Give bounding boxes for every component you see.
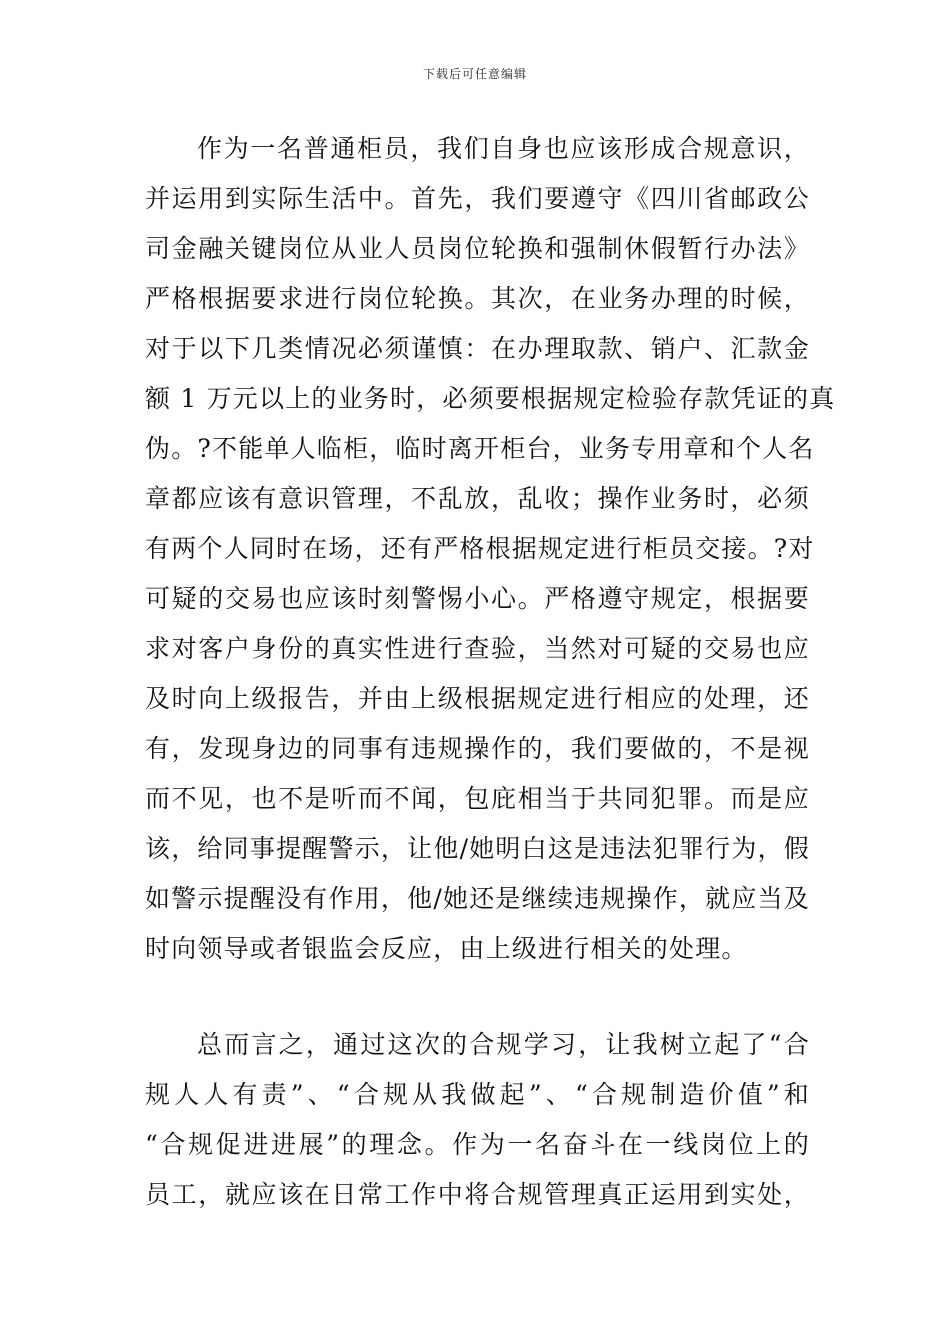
paragraph-2: [145, 1020, 810, 1220]
paragraph-line: 及时向上级报告，并由上级根据规定进行相应的处理，还: [145, 684, 810, 713]
paragraph-line: 而不见，也不是听而不闻，包庇相当于共同犯罪。而是应: [145, 784, 810, 813]
paragraph-line: 额 1 万元以上的业务时，必须要根据规定检验存款凭证的真: [145, 384, 836, 413]
paragraph-line: 并运用到实际生活中。首先，我们要遵守《四川省邮政公: [145, 184, 810, 213]
paragraph-line: 如警示提醒没有作用，他/她还是继续违规操作，就应当及: [145, 884, 810, 913]
paragraph-line: 员工，就应该在日常工作中将合规管理真正运用到实处，: [145, 1180, 810, 1209]
paragraph-line: 严格根据要求进行岗位轮换。其次，在业务办理的时候，: [145, 284, 810, 313]
paragraph-line: 伪。?不能单人临柜，临时离开柜台，业务专用章和个人名: [145, 434, 815, 463]
paragraph-1: [145, 124, 836, 974]
paragraph-line: 司金融关键岗位从业人员岗位轮换和强制休假暂行办法》: [145, 234, 810, 263]
page-header: 下载后可任意编辑: [422, 67, 527, 81]
paragraph-line: 规人人有责”、“合规从我做起”、“合规制造价值”和: [145, 1080, 810, 1109]
paragraph-line: 时向领导或者银监会反应，由上级进行相关的处理。: [145, 934, 748, 963]
paragraph-line: 总而言之，通过这次的合规学习，让我树立起了“合: [197, 1030, 810, 1059]
paragraph-line: 该，给同事提醒警示，让他/她明白这是违法犯罪行为，假: [145, 834, 810, 863]
paragraph-line: 可疑的交易也应该时刻警惕小心。严格遵守规定，根据要: [145, 584, 810, 613]
paragraph-line: 作为一名普通柜员，我们自身也应该形成合规意识，: [197, 134, 810, 163]
paragraph-line: “合规促进进展”的理念。作为一名奋斗在一线岗位上的: [145, 1130, 810, 1159]
paragraph-line: 对于以下几类情况必须谨慎：在办理取款、销户、汇款金: [145, 334, 810, 363]
paragraph-line: 求对客户身份的真实性进行查验，当然对可疑的交易也应: [145, 634, 810, 663]
paragraph-line: 有，发现身边的同事有违规操作的，我们要做的，不是视: [145, 734, 810, 763]
paragraph-line: 有两个人同时在场，还有严格根据规定进行柜员交接。?对: [145, 534, 815, 563]
paragraph-line: 章都应该有意识管理，不乱放，乱收；操作业务时，必须: [145, 484, 810, 513]
